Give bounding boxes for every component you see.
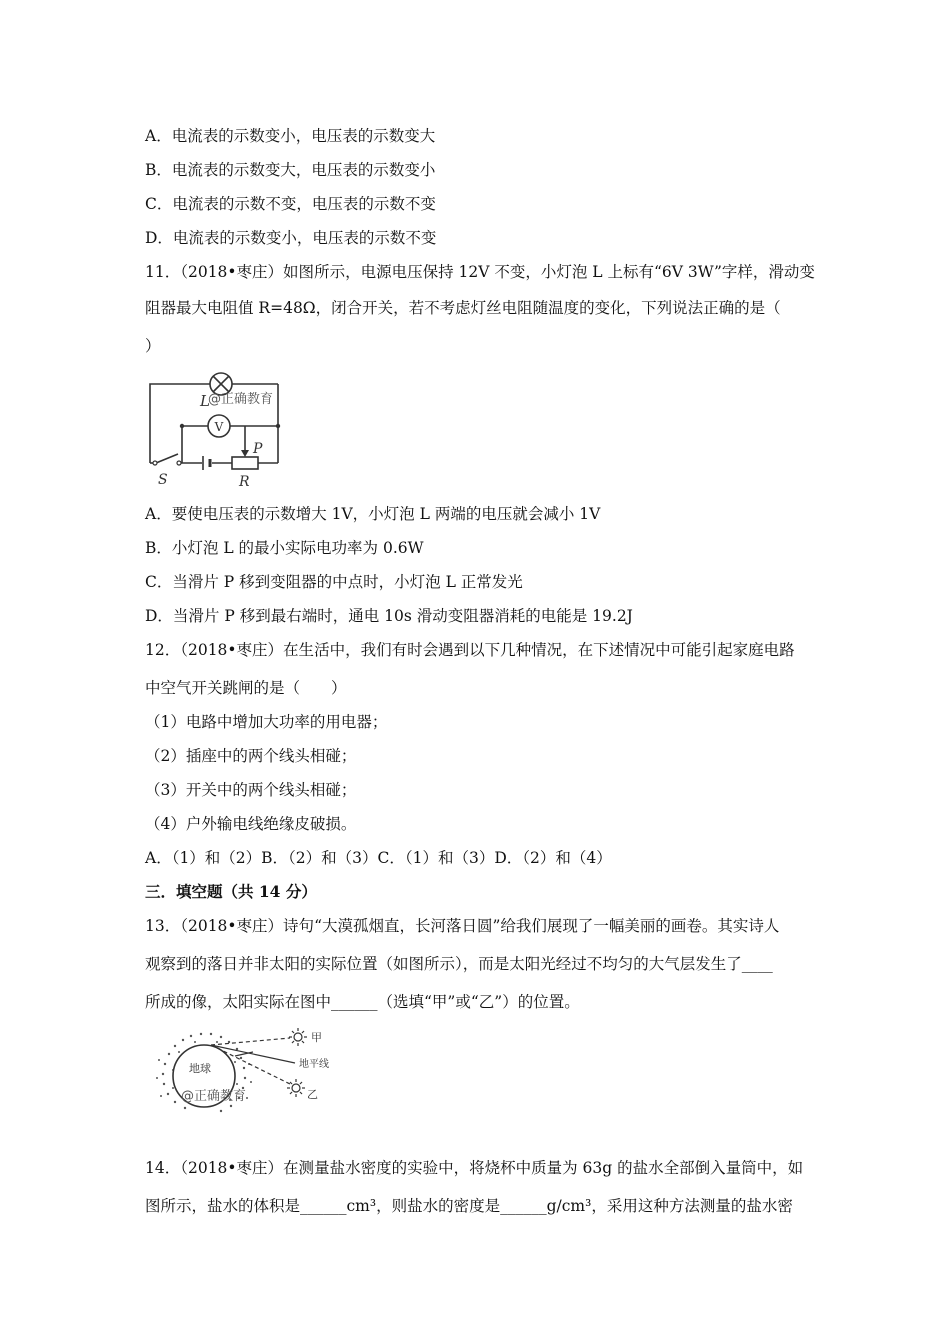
watermark-2: @正确教育: [181, 1089, 247, 1104]
q11-stem-line-3: ）: [145, 337, 161, 355]
horizon-label: 地平线: [299, 1059, 329, 1070]
circuit-diagram: [140, 368, 290, 493]
q11-option-c: C．当滑片 P 移到变阻器的中点时，小灯泡 L 正常发光: [145, 573, 523, 591]
watermark: @正确教育: [208, 392, 274, 407]
switch-label: S: [158, 472, 168, 488]
voltmeter-label: V: [214, 420, 224, 434]
resistor-label: R: [239, 474, 250, 490]
q12-stem-line-2: 中空气开关跳闸的是（ ）: [145, 679, 347, 697]
q13-stem-line-2: 观察到的落日并非太阳的实际位置（如图所示），而是太阳光经过不均匀的大气层发生了____: [145, 955, 773, 973]
q10-option-a: A．电流表的示数变小，电压表的示数变大: [145, 127, 436, 145]
q12-stem-line-1: 12．（2018•枣庄）在生活中，我们有时会遇到以下几种情况，在下述情况中可能引起家庭电路: [145, 641, 795, 659]
q10-option-c: C．电流表的示数不变，电压表的示数不变: [145, 195, 436, 213]
q10-option-d: D．电流表的示数变小，电压表的示数不变: [145, 229, 437, 247]
slider-label: P: [253, 441, 263, 457]
q12-item-4: （4）户外输电线绝缘皮破损。: [145, 815, 357, 833]
q14-stem-line-2: 图所示，盐水的体积是______cm³，则盐水的密度是______g/cm³，采用这种方法测量的盐水密: [145, 1197, 793, 1215]
q11-stem-line-1: 11．（2018•枣庄）如图所示，电源电压保持 12V 不变，小灯泡 L 上标有“6V 3W”字样，滑动变: [145, 263, 815, 281]
q13-stem-line-3: 所成的像，太阳实际在图中______（选填“甲”或“乙”）的位置。: [145, 993, 580, 1011]
q11-option-a: A．要使电压表的示数增大 1V，小灯泡 L 两端的电压就会减小 1V: [145, 505, 601, 523]
section-heading: 三．填空题（共 14 分）: [145, 882, 317, 901]
atmosphere-diagram: [145, 1026, 345, 1118]
q11-option-d: D．当滑片 P 移到最右端时，通电 10s 滑动变阻器消耗的电能是 19.2J: [145, 607, 633, 625]
sun-b-label: 乙: [307, 1088, 318, 1101]
q12-item-2: （2）插座中的两个线头相碰；: [145, 747, 357, 765]
q13-stem-line-1: 13．（2018•枣庄）诗句“大漠孤烟直，长河落日圆”给我们展现了一幅美丽的画卷。其实诗人: [145, 917, 780, 935]
q12-item-3: （3）开关中的两个线头相碰；: [145, 781, 357, 799]
q12-item-1: （1）电路中增加大功率的用电器；: [145, 713, 388, 731]
lamp-label: L: [200, 392, 210, 410]
q10-option-b: B．电流表的示数变大，电压表的示数变小: [145, 161, 436, 179]
q11-option-b: B．小灯泡 L 的最小实际电功率为 0.6W: [145, 539, 424, 557]
q14-stem-line-1: 14．（2018•枣庄）在测量盐水密度的实验中，将烧杯中质量为 63g 的盐水全部倒入量筒中，如: [145, 1159, 804, 1177]
earth-label: 地球: [189, 1062, 211, 1075]
q12-options: A．（1）和（2）B．（2）和（3）C．（1）和（3）D．（2）和（4）: [145, 849, 612, 867]
q11-stem-line-2: 阻器最大电阻值 R=48Ω，闭合开关，若不考虑灯丝电阻随温度的变化，下列说法正确的是（: [145, 299, 781, 317]
sun-a-label: 甲: [311, 1031, 322, 1044]
